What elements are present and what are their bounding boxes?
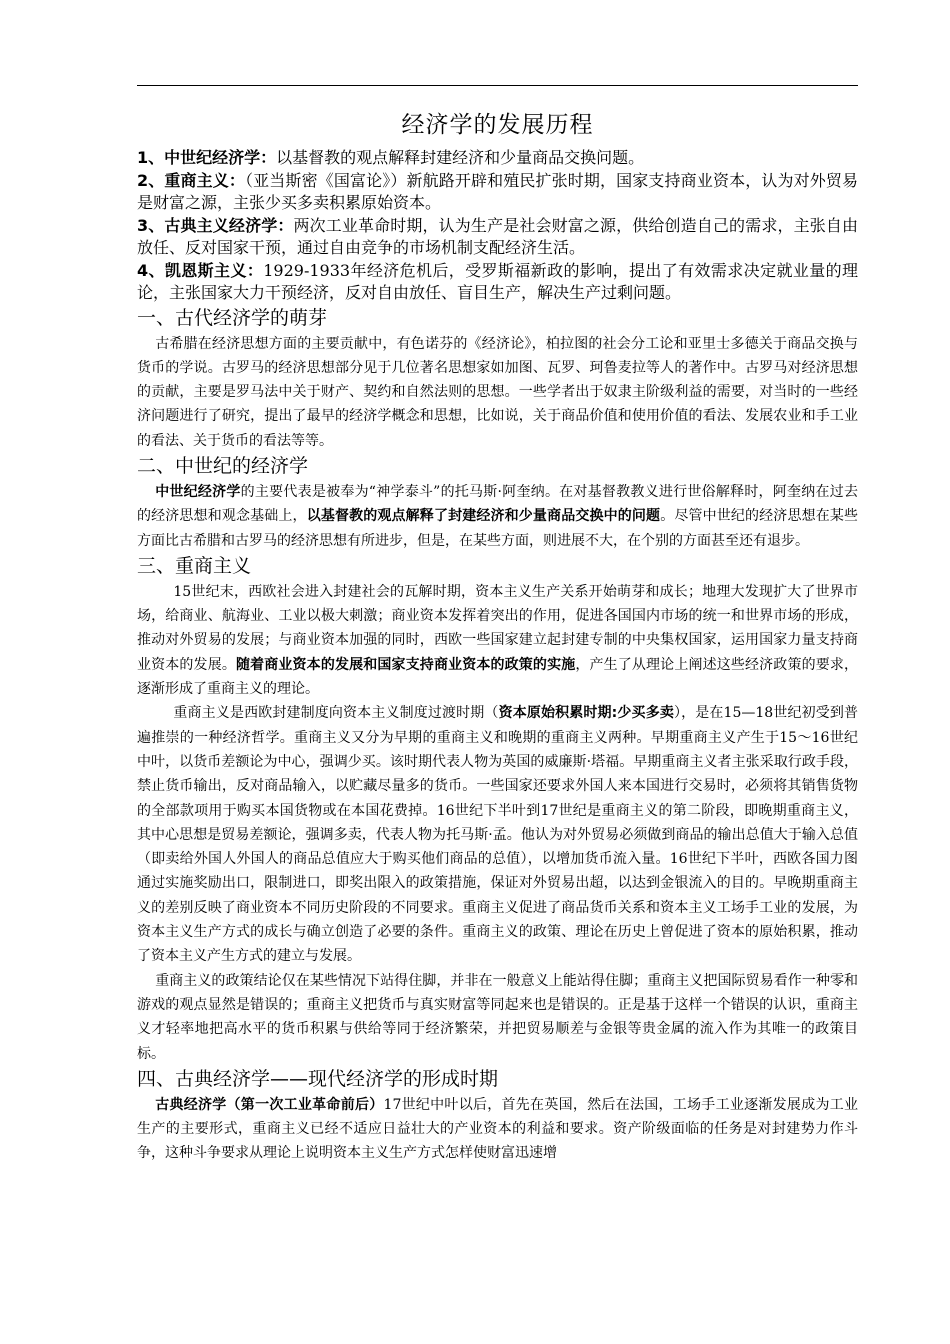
bold-text: 中世纪经济学 xyxy=(155,483,241,500)
bold-text: 以基督教的观点解释了封建经济和少量商品交换中的问题 xyxy=(306,508,661,525)
text-run: 15世纪末，西欧社会进入封建社会的瓦解时期，资本主义生产关系开始萌芽和成长；地理大发现扩大了世界市场，给商业、航海业、工业以极大刺激；商业资本发挥着突出的作用，促进各国国内市场的统一和世界市场的形成，推动对外贸易的发展；与商业资本加强的同时，西欧一些国家建立起封建专制的中央集权国家，运用国家力量支持商业资本的发展。 xyxy=(137,583,858,673)
bold-text: 资本原始积累时期:少买多卖 xyxy=(498,705,674,722)
summary-item-label: 3、古典主义经济学： xyxy=(137,215,294,235)
document-page xyxy=(137,100,858,1166)
paragraph xyxy=(137,580,858,701)
summary-item-text: 以基督教的观点解释封建经济和少量商品交换问题。 xyxy=(276,148,645,167)
summary-item-text: （亚当斯密《国富论》）新航路开辟和殖民扩张时期，国家支持商业资本，认为对外贸易是财富之源，主张少买多卖积累原始资本。 xyxy=(137,170,858,212)
text-run: 重商主义是西欧封建制度向资本主义制度过渡时期（ xyxy=(173,705,499,722)
paragraph xyxy=(137,480,858,553)
header-rule xyxy=(137,85,858,86)
summary-item xyxy=(137,215,858,260)
paragraph xyxy=(137,1093,858,1166)
section-heading: 四、古典经济学——现代经济学的形成时期 xyxy=(137,1067,499,1090)
document-body xyxy=(137,306,858,1166)
text-run: 17世纪中叶以后，首先在英国，然后在法国，工场手工业逐渐发展成为工业生产的主要形式，重商主义已经不适应日益壮大的产业资本的利益和要求。资产阶级面临的任务是对封建势力作斗争，这种斗争要求从理论上说明资本主义生产方式怎样使财富迅速增 xyxy=(137,1096,859,1162)
paragraph xyxy=(137,332,858,453)
section-heading: 一、古代经济学的萌芽 xyxy=(137,306,328,329)
paragraph xyxy=(137,701,858,968)
summary-item-label: 1、中世纪经济学： xyxy=(137,148,277,167)
summary-item-label: 2、重商主义： xyxy=(137,170,246,190)
summary-item-text: 两次工业革命时期，认为生产是社会财富之源，供给创造自己的需求，主张自由放任、反对国家干预，通过自由竞争的市场机制支配经济生活。 xyxy=(137,215,858,257)
section-heading: 三、重商主义 xyxy=(137,554,252,577)
bold-text: 古典经济学（第一次工业革命前后） xyxy=(155,1096,384,1113)
summary-item xyxy=(137,170,858,215)
text-run: 古希腊在经济思想方面的主要贡献中，有色诺芬的《经济论》，柏拉图的社会分工论和亚里士多德关于商品交换与货币的学说。古罗马的经济思想部分见于几位著名思想家如加图、瓦罗、珂鲁麦拉等人的著作中。古罗马对经济思想的贡献，主要是罗马法中关于财产、契约和自然法则的思想。一些学者出于奴隶主阶级利益的需要，对当时的一些经济问题进行了研究，提出了最早的经济学概念和思想，比如说，关于商品价值和使用价值的看法、发展农业和手工业的看法、关于货币的看法等等。 xyxy=(137,335,858,449)
summary-item xyxy=(137,147,858,170)
text-run: 。尽管中世纪的经济思想在某些方面比古希腊和古罗马的经济思想有所进步，但是，在某些方面，则进展不大，在个别的方面甚至还有退步。 xyxy=(137,508,859,549)
summary-item-label: 4、凯恩斯主义： xyxy=(137,260,264,280)
text-run: 重商主义的政策结论仅在某些情况下站得住脚，并非在一般意义上能站得住脚；重商主义把国际贸易看作一种零和游戏的观点显然是错误的；重商主义把货币与真实财富等同起来也是错误的。正是基于这样一个错误的认识，重商主义才轻率地把高水平的货币积累与供给等同于经济繁荣，并把贸易顺差与金银等贵金属的流入作为其唯一的政策目标。 xyxy=(137,972,858,1062)
text-run: ，产生了从理论上阐述这些经济政策的要求，逐渐形成了重商主义的理论。 xyxy=(137,656,859,698)
summary-list xyxy=(137,147,858,305)
summary-item-text: 1929-1933年经济危机后，受罗斯福新政的影响，提出了有效需求决定就业量的理论，主张国家大力干预经济，反对自由放任、盲目生产，解决生产过剩问题。 xyxy=(137,260,858,302)
bold-text: 随着商业资本的发展和国家支持商业资本的政策的实施 xyxy=(235,656,576,673)
text-run: 的主要代表是被奉为“神学泰斗”的托马斯·阿奎纳。在对基督教教义进行世俗解释时，阿奎纳在过去的经济思想和观念基础上， xyxy=(137,483,859,525)
section-heading: 二、中世纪的经济学 xyxy=(137,454,309,477)
paragraph xyxy=(137,969,858,1066)
document-title: 经济学的发展历程 xyxy=(401,112,594,138)
text-run: ），是在15—18世纪初受到普遍推崇的一种经济哲学。重商主义又分为早期的重商主义和晚期的重商主义两种。早期重商主义产生于15～16世纪中叶，以货币差额论为中心，强调少买。该时期代表人物为英国的威廉斯·塔福。早期重商主义者主张采取行政手段，禁止货币输出，反对商品输入，以贮藏尽量多的货币。一些国家还要求外国人来本国进行交易时，必须将其销售货物的全部款项用于购买本国货物或在本国花费掉。16世纪下半叶到17世纪是重商主义的第二阶段，即晚期重商主义，其中心思想是贸易差额论，强调多卖，代表人物为托马斯·孟。他认为对外贸易必须做到商品的输出总值大于输入总值（即卖给外国人外国人的商品总值应大于购买他们商品的总值），以增加货币流入量。16世纪下半叶，西欧各国力图通过实施奖励出口，限制进口，即奖出限入的政策措施，保证对外贸易出超，以达到金银流入的目的。早晚期重商主义的差别反映了商业资本不同历史阶段的不同要求。重商主义促进了商品货币关系和资本主义工场手工业的发展，为资本主义生产方式的成长与确立创造了必要的条件。重商主义的政策、理论在历史上曾促进了资本的原始积累，推动了资本主义产生方式的建立与发展。 xyxy=(137,705,858,965)
summary-item xyxy=(137,260,858,305)
